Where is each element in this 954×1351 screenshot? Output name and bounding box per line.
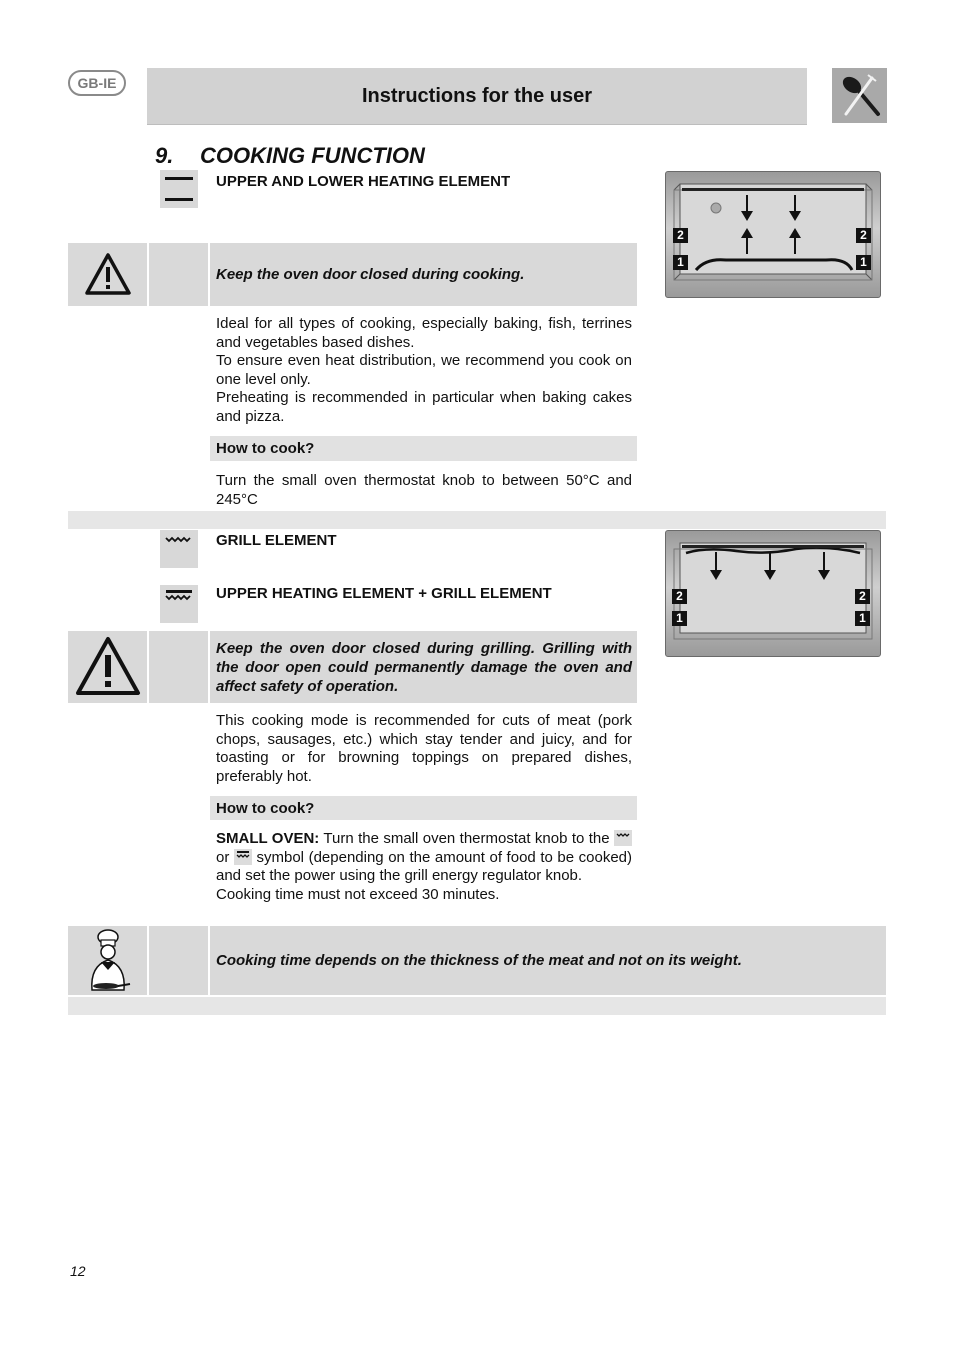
tip-spacer-cell [149, 926, 208, 995]
warning-spacer-cell [149, 243, 208, 306]
warning-triangle-icon [68, 631, 147, 703]
section-number: 9. [155, 143, 174, 168]
grill-heading: GRILL ELEMENT [216, 532, 337, 549]
level-label: 1 [673, 255, 688, 270]
description-line: Preheating is recommended in particular when baking cakes and pizza. [216, 389, 632, 425]
upper-lower-heating-symbol [160, 170, 198, 208]
upper-lower-description [216, 315, 632, 427]
grill-symbol [160, 530, 198, 568]
description-line: Ideal for all types of cooking, especially baking, fish, terrines and vegetables based dishes. [216, 315, 632, 351]
warning-text-cell [210, 631, 637, 703]
section-title-text: COOKING FUNCTION [200, 143, 425, 168]
heat-arrow-down [709, 552, 723, 585]
cooking-time-limit: Cooking time must not exceed 30 minutes. [216, 885, 500, 903]
oven-diagram-grill [665, 530, 881, 657]
tip-text: Cooking time depends on the thickness of the meat and not on its weight. [216, 952, 742, 969]
oven-diagram-upper-lower [665, 171, 881, 298]
how-to-cook-label: How to cook? [210, 796, 637, 820]
level-label: 2 [855, 589, 870, 604]
small-oven-text-1: Turn the small oven thermostat knob to the [323, 830, 610, 847]
section-separator [68, 997, 886, 1015]
warning-door-closed: Keep the oven door closed during cooking. [216, 266, 525, 283]
warning-text-cell [210, 243, 637, 306]
page-header-title: Instructions for the user [147, 68, 807, 125]
warning-grilling-door: Keep the oven door closed during grilling. Grilling with the door open could permanently damage the oven and affect safety of operation. [216, 640, 632, 695]
level-label: 1 [672, 611, 687, 626]
heat-arrow-down [763, 552, 777, 585]
level-label: 1 [855, 611, 870, 626]
level-label: 2 [673, 228, 688, 243]
chef-icon [68, 926, 147, 995]
grill-symbol-icon [614, 830, 632, 846]
tip-text-cell [210, 926, 886, 995]
heat-arrow-up [740, 228, 754, 259]
heat-arrow-down [817, 552, 831, 585]
how-to-cook-text: Turn the small oven thermostat knob to between 50°C and 245°C [216, 472, 632, 508]
warning-spacer-cell [149, 631, 208, 703]
small-oven-text-2: symbol (depending on the amount of food to be cooked) and set the power using the grill energy regulator knob. [216, 848, 633, 885]
language-badge: GB-IE [68, 70, 126, 96]
heat-arrow-down [740, 195, 754, 226]
how-to-cook-label: How to cook? [210, 436, 637, 461]
grill-description: This cooking mode is recommended for cuts of meat (pork chops, sausages, etc.) which stay tender and juicy, and for toasting or for browning toppings on prepared dishes, preferably hot. [216, 712, 632, 785]
chef-icon-cell [68, 926, 147, 995]
upper-grill-symbol-icon [234, 849, 252, 865]
warning-icon-cell [68, 243, 147, 306]
small-oven-or: or [216, 848, 230, 866]
warning-icon-cell [68, 631, 147, 703]
description-line: To ensure even heat distribution, we recommend you cook on one level only. [216, 352, 632, 388]
level-label: 1 [856, 255, 871, 270]
warning-triangle-icon [68, 243, 147, 306]
upper-grill-symbol [160, 585, 198, 623]
spoon-fork-icon [832, 68, 887, 123]
heat-arrow-down [788, 195, 802, 226]
section-title [155, 143, 425, 169]
page-number: 12 [70, 1263, 86, 1279]
small-oven-instructions [216, 830, 632, 904]
level-label: 2 [856, 228, 871, 243]
upper-grill-heading: UPPER HEATING ELEMENT + GRILL ELEMENT [216, 585, 552, 602]
section-separator [68, 511, 886, 529]
upper-lower-heading: UPPER AND LOWER HEATING ELEMENT [216, 173, 511, 190]
small-oven-label: SMALL OVEN: [216, 830, 320, 847]
heat-arrow-up [788, 228, 802, 259]
level-label: 2 [672, 589, 687, 604]
